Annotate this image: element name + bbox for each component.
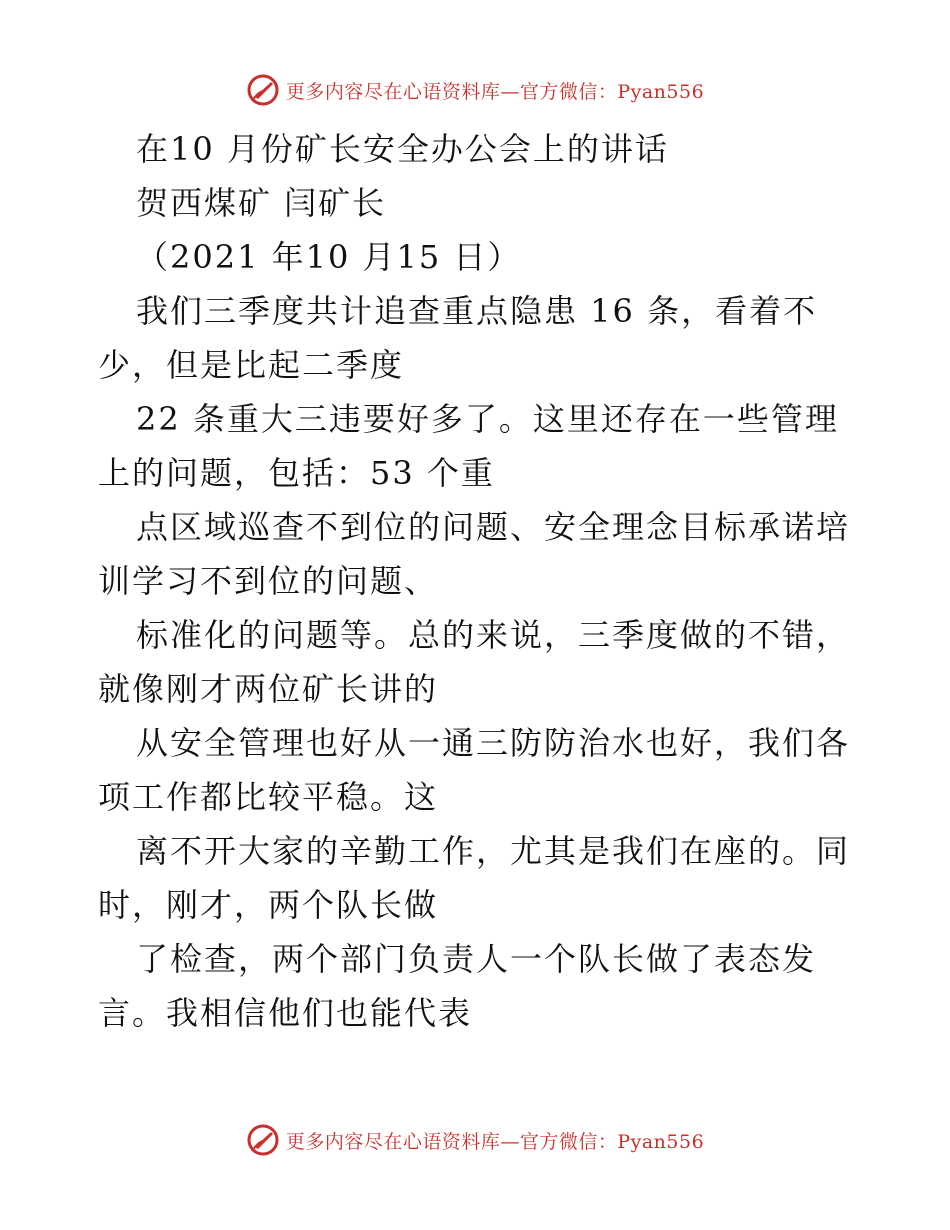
doc-line: 言。我相信他们也能代表 xyxy=(98,994,473,1032)
doc-line: 点区域巡查不到位的问题、安全理念目标承诺培 xyxy=(136,508,851,546)
doc-line: 离不开大家的辛勤工作，尤其是我们在座的。同 xyxy=(136,832,851,870)
doc-line: 少，但是比起二季度 xyxy=(98,346,405,384)
watermark-text: 更多内容尽在心语资料库—官方微信：Pyan556 xyxy=(285,80,705,103)
doc-line: 项工作都比较平稳。这 xyxy=(98,778,439,816)
doc-line: （2021 年10 月15 日） xyxy=(136,238,522,276)
doc-line: 贺西煤矿 闫矿长 xyxy=(136,184,387,222)
document-body xyxy=(98,122,858,1040)
doc-line: 从安全管理也好从一通三防防治水也好，我们各 xyxy=(136,724,851,762)
logo-icon xyxy=(246,73,280,107)
doc-line: 训学习不到位的问题、 xyxy=(98,562,439,600)
watermark-text: 更多内容尽在心语资料库—官方微信：Pyan556 xyxy=(285,1130,705,1153)
logo-icon xyxy=(246,1123,280,1157)
doc-line: 时，刚才，两个队长做 xyxy=(98,886,439,924)
doc-line: 22 条重大三违要好多了。这里还存在一些管理 xyxy=(136,400,839,438)
doc-line: 我们三季度共计追查重点隐患 16 条，看着不 xyxy=(136,292,818,330)
doc-line: 就像刚才两位矿长讲的 xyxy=(98,670,439,708)
doc-line: 了检查，两个部门负责人一个队长做了表态发 xyxy=(136,940,817,978)
doc-line: 在10 月份矿长安全办公会上的讲话 xyxy=(136,130,669,168)
header-watermark xyxy=(0,70,950,110)
footer-watermark xyxy=(0,1120,950,1160)
doc-line: 标准化的问题等。总的来说，三季度做的不错， xyxy=(136,616,851,654)
doc-line: 上的问题，包括：53 个重 xyxy=(98,454,495,492)
